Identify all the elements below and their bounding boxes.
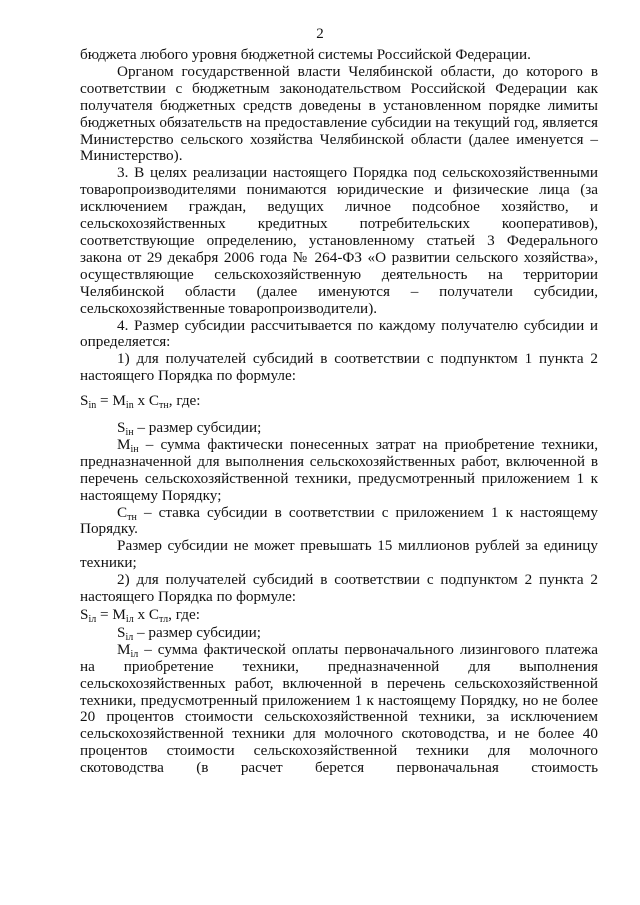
formula-2-s: $S_{iл}$ (80, 606, 97, 625)
paragraph-authority: Органом государственной власти Челябинской области, до которого в соответствии с бюджетным законодательством Российской Федерации как получателя бюджетных средств доведены в установленном порядке лимиты бюджетных обязательств на предоставление субсидии на текущий год, является Министерство сельского хозяйства Челябинской области (далее именуется – Министерство). (80, 62, 598, 165)
paragraph-subsidy-limit: Размер субсидии не может превышать 15 миллионов рублей за единицу техники; (80, 537, 598, 572)
paragraph-budget-continuation: бюджета любого уровня бюджетной системы Российской Федерации. (80, 46, 531, 63)
formula-1-c: $C_{тн}$ (148, 392, 169, 412)
formula-2-m: $M_{iл}$ (112, 606, 134, 625)
paragraph-subitem-2: 2) для получателей субсидий в соответствии с подпунктом 2 пункта 2 настоящего Порядка по формуле: (80, 571, 598, 606)
page-number: 2 (316, 26, 324, 42)
paragraph-item-3: 3. В целях реализации настоящего Порядка под сельскохозяйственными товаропроизводителями понимаются юридические и физические лица (за исключением граждан, ведущих личное подсобное хозяйство, и сельскохозяйственных кредитных потребительских кооперативов), соответствующие определению, установленному статьей 3 Федерального закона от 29 декабря 2006 года № 264-ФЗ «О развитии сельского хозяйства», осуществляющие сельскохозяйственную деятельность на территории Челябинской области (далее именуются – получатели субсидии, сельскохозяйственные товаропроизводители). (80, 164, 598, 317)
paragraph-item-4: 4. Размер субсидии рассчитывается по каждому получателю субсидии и определяется: (80, 316, 598, 351)
formula-1-s: $S_{in}$ (80, 392, 97, 412)
document-body (80, 47, 598, 777)
definition-s-il: $S_{iл}$ – размер субсидии; (117, 623, 262, 643)
formula-2: $S_{iл} = M_{iл}$ x $C_{тл}$, где: (80, 606, 200, 625)
formula-2-c: $C_{тл}$ (148, 606, 169, 625)
definition-m-il: $M_{iл}$ – сумма фактической оплаты первоначального лизингового платежа на приобретение техники, предназначенной для выполнения сельскохозяйственных работ, включенной в перечень сельскохозяйственной техники, предусмотренный приложением 1 к настоящему Порядку, но не более 20 процентов стоимости сельскохозяйственной техники, за исключением сельскохозяйственной техники для молочного скотоводства, и не более 40 процентов стоимости сельскохозяйственной техники для молочного скотоводства (в расчет берется первоначальная стоимость (80, 640, 598, 777)
definition-m-in: $M_{iн}$ – сумма фактически понесенных затрат на приобретение техники, предназначенной для выполнения сельскохозяйственных работ, включенной в перечень сельскохозяйственной техники, предусмотренный приложением 1 к настоящему Порядку; (80, 435, 598, 504)
formula-1: $S_{in} = M_{in}$ x $C_{тн}$, где: (80, 392, 201, 412)
formula-1-m: $M_{in}$ (112, 392, 134, 412)
definition-c-tn: $C_{тн}$ – ставка субсидии в соответствии с приложением 1 к настоящему Порядку. (80, 503, 598, 538)
definition-s-in: $S_{iн}$ – размер субсидии; (117, 419, 262, 439)
paragraph-subitem-1: 1) для получателей субсидий в соответствии с подпунктом 1 пункта 2 настоящего Порядка по формуле: (80, 350, 598, 385)
